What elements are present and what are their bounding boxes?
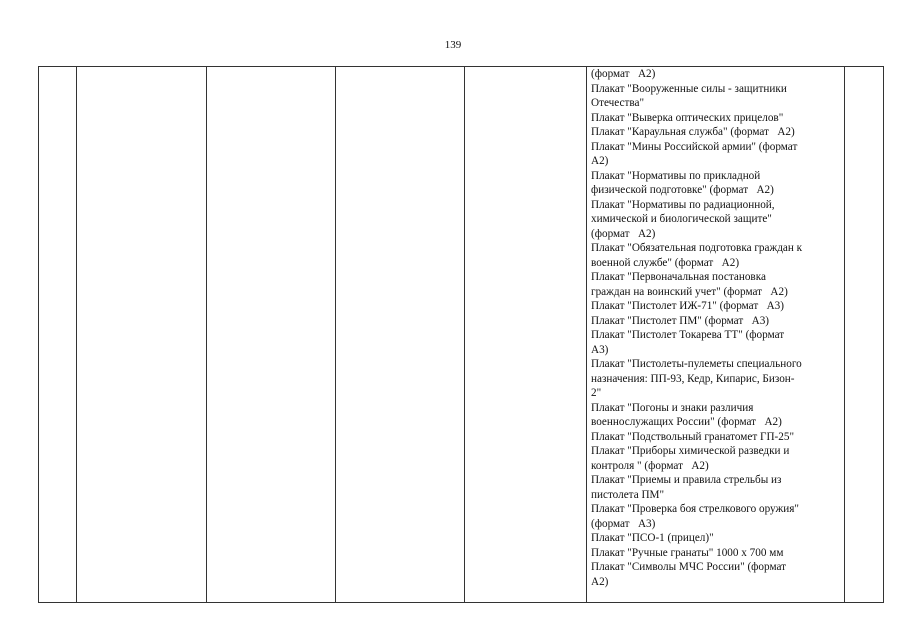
table-cell-1 [39, 67, 77, 603]
equipment-list-line: 2" [591, 387, 602, 399]
equipment-list-line: Плакат "Обязательная подготовка граждан к [591, 242, 803, 254]
equipment-list-line: Плакат "Выверка оптических прицелов" [591, 111, 784, 124]
equipment-list-line: А3) [591, 343, 609, 356]
equipment-list-line: контроля " (формат А2) [591, 459, 709, 472]
equipment-list-line: Плакат "ПСО-1 (прицел)" [591, 532, 714, 544]
equipment-list-line: Плакат "Пистолет ИЖ-71" (формат А3) [591, 300, 785, 312]
equipment-list-line: химической и биологической защите" [591, 213, 772, 225]
equipment-list-line: А2) [591, 575, 609, 588]
equipment-list-line: Плакат "Пистолеты-пулеметы специального [591, 358, 802, 370]
equipment-list-line: Плакат "Пистолет ПМ" (формат А3) [591, 314, 770, 327]
equipment-list-line: Плакат "Приемы и правила стрельбы из [591, 474, 782, 486]
equipment-list-line: (формат А3) [591, 517, 656, 530]
equipment-list-line: (формат А2) [591, 68, 656, 80]
table-cell-3 [207, 67, 336, 603]
equipment-list-line: Отечества" [591, 97, 645, 109]
page-number: 139 [444, 39, 462, 51]
equipment-list-line: Плакат "Пистолет Токарева ТТ" (формат [591, 329, 785, 341]
equipment-list-line: пистолета ПМ" [591, 488, 665, 501]
equipment-list-line: назначения: ПП-93, Кедр, Кипарис, Бизон- [591, 372, 795, 385]
equipment-list-line: Плакат "Символы МЧС России" (формат [591, 561, 787, 573]
table-row [39, 67, 884, 603]
equipment-list-line: Плакат "Погоны и знаки различия [591, 401, 754, 414]
equipment-list-line: Плакат "Караульная служба" (формат А2) [591, 126, 795, 138]
table-cell-7 [845, 67, 884, 603]
equipment-list-line: А2) [591, 155, 609, 167]
document-table [38, 66, 884, 603]
equipment-list-line: Плакат "Ручные гранаты" 1000 х 700 мм [591, 546, 784, 559]
equipment-list-line: Плакат "Проверка боя стрелкового оружия" [591, 503, 799, 515]
equipment-list-line: военной службе" (формат А2) [591, 256, 740, 269]
equipment-list-line: Плакат "Нормативы по прикладной [591, 169, 761, 182]
equipment-list-line: граждан на воинский учет" (формат А2) [591, 285, 788, 298]
equipment-list-line: Плакат "Первоначальная постановка [591, 271, 766, 283]
table-cell-5 [465, 67, 587, 603]
equipment-list-cell [587, 67, 845, 603]
table-cell-4 [336, 67, 465, 603]
equipment-list-line: (формат А2) [591, 227, 656, 240]
table-cell-2 [77, 67, 207, 603]
equipment-list-line: военнослужащих России" (формат А2) [591, 416, 782, 428]
equipment-list-line: Плакат "Приборы химической разведки и [591, 445, 790, 457]
equipment-list-line: Плакат "Вооруженные силы - защитники [591, 82, 787, 95]
equipment-list-line: физической подготовке" (формат А2) [591, 184, 774, 196]
equipment-list-line: Плакат "Подствольный гранатомет ГП-25" [591, 430, 795, 443]
equipment-list-line: Плакат "Мины Российской армии" (формат [591, 140, 798, 153]
equipment-list-line: Плакат "Нормативы по радиационной, [591, 198, 775, 211]
